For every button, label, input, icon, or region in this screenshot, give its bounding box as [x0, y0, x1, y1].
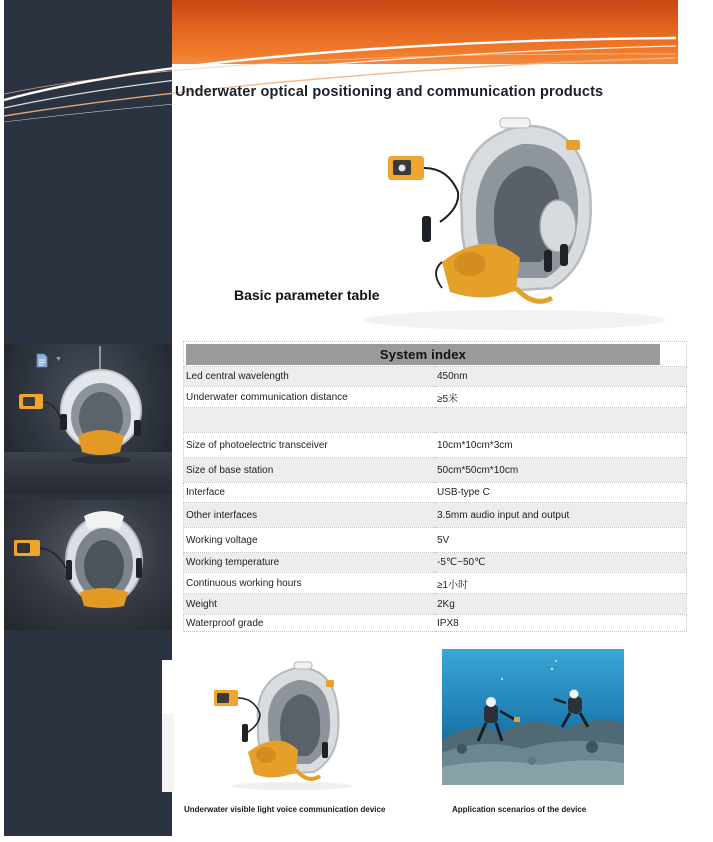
- param-value: 2Kg: [435, 594, 687, 615]
- param-value: 50cm*50cm*10cm: [435, 458, 687, 483]
- param-value: USB-type C: [435, 483, 687, 503]
- page-title: Underwater optical positioning and communication products: [175, 84, 604, 100]
- param-value: ≥1小时: [435, 573, 687, 594]
- device-product-photo: [162, 660, 414, 792]
- param-name: Interface: [184, 483, 436, 503]
- underwater-scene-photo: [442, 649, 624, 785]
- param-name: Led central wavelength: [184, 367, 436, 387]
- param-name: Underwater communication distance: [184, 387, 436, 408]
- param-name: [184, 408, 436, 433]
- param-name: Size of photoelectric transceiver: [184, 433, 436, 458]
- param-name: Weight: [184, 594, 436, 615]
- param-name: Other interfaces: [184, 503, 436, 528]
- param-value: 10cm*10cm*3cm: [435, 433, 687, 458]
- diver-scene-illustration: [442, 649, 624, 785]
- table-header-label: System index: [186, 344, 660, 365]
- table-row-empty: [184, 408, 687, 433]
- param-value: [435, 408, 687, 433]
- chevron-down-icon[interactable]: ▼: [55, 356, 62, 363]
- param-name: Waterproof grade: [184, 615, 436, 632]
- table-row: [184, 594, 687, 615]
- table-row: [184, 387, 687, 408]
- helmet-illustration-back: [4, 500, 172, 630]
- param-value: ≥5米: [435, 387, 687, 408]
- table-row: [184, 553, 687, 573]
- param-name: Working temperature: [184, 553, 436, 573]
- param-name: Continuous working hours: [184, 573, 436, 594]
- table-row: [184, 615, 687, 632]
- sidebar-device-photo-back: [4, 500, 172, 630]
- param-name: Working voltage: [184, 528, 436, 553]
- section-heading: Basic parameter table: [234, 287, 380, 303]
- table-row: [184, 573, 687, 594]
- table-header-cell: [184, 342, 687, 367]
- helmet-illustration-small: [4, 344, 172, 494]
- param-value: -5℃~50℃: [435, 553, 687, 573]
- table-row: [184, 483, 687, 503]
- device-caption: Underwater visible light voice communication device: [184, 805, 386, 814]
- table-row: [184, 367, 687, 387]
- scenario-caption: Application scenarios of the device: [452, 805, 587, 814]
- param-name: Size of base station: [184, 458, 436, 483]
- orange-header-banner: [172, 0, 678, 64]
- sidebar-device-photo-front: [4, 344, 172, 494]
- table-row: [184, 458, 687, 483]
- table-row: [184, 528, 687, 553]
- param-value: IPX8: [435, 615, 687, 632]
- param-value: 450nm: [435, 367, 687, 387]
- parameter-table: [183, 341, 687, 632]
- table-header-row: [184, 342, 687, 367]
- table-row: [184, 433, 687, 458]
- param-value: 3.5mm audio input and output: [435, 503, 687, 528]
- param-value: 5V: [435, 528, 687, 553]
- table-row: [184, 503, 687, 528]
- document-icon[interactable]: [36, 353, 48, 368]
